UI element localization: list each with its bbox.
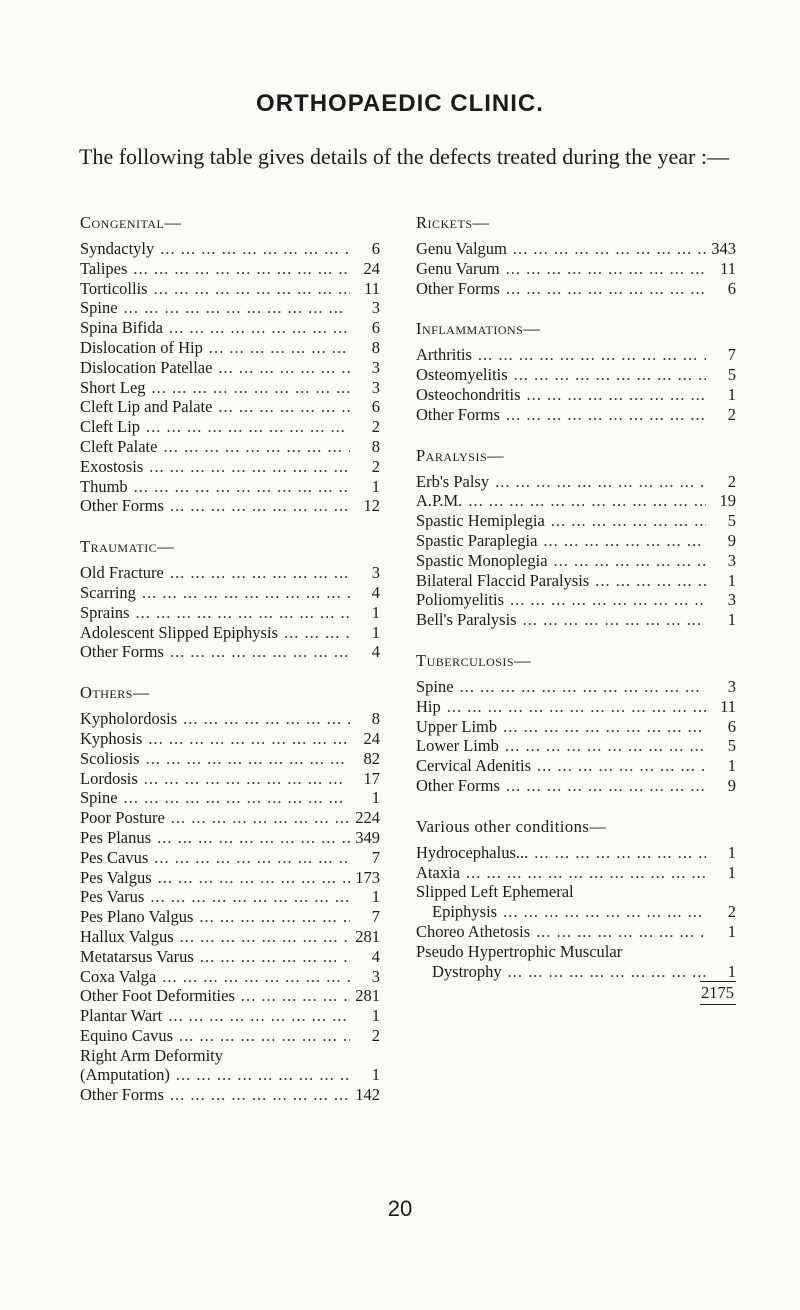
item-label: Pes Planus bbox=[80, 827, 152, 847]
section-rickets bbox=[416, 212, 736, 298]
dot-leader bbox=[152, 868, 350, 888]
list-item bbox=[80, 967, 380, 987]
section-heading: Congenital— bbox=[80, 213, 182, 232]
dot-leader bbox=[142, 729, 350, 749]
item-label: Genu Valgum bbox=[416, 239, 507, 258]
dot-leader bbox=[164, 642, 350, 662]
dot-leader bbox=[517, 610, 706, 630]
item-label: Slipped Left Ephemeral bbox=[416, 882, 574, 902]
dot-leader bbox=[163, 318, 350, 338]
dot-leader bbox=[164, 496, 350, 516]
item-label: Other Foot Deformities bbox=[80, 986, 235, 1006]
item-count: 1 bbox=[371, 788, 380, 808]
item-label: Old Fracture bbox=[80, 563, 164, 583]
intro-paragraph: The following table gives details of the defects treated during the year :— bbox=[79, 144, 729, 169]
item-count: 7 bbox=[371, 907, 380, 927]
item-label: Hip bbox=[416, 696, 441, 716]
item-count: 281 bbox=[355, 926, 380, 946]
item-label: Bilateral Flaccid Paralysis bbox=[416, 570, 590, 590]
list-item bbox=[80, 239, 380, 259]
item-label: Spine bbox=[416, 676, 454, 696]
dot-leader bbox=[545, 511, 706, 531]
list-item bbox=[80, 623, 380, 643]
dot-leader bbox=[460, 863, 706, 883]
item-count: 1 bbox=[727, 842, 736, 862]
list-item bbox=[80, 563, 380, 583]
item-label: Poor Posture bbox=[80, 808, 165, 828]
list-item bbox=[416, 239, 736, 259]
item-label: Osteochondritis bbox=[416, 384, 521, 404]
item-label: Metatarsus Varus bbox=[80, 946, 194, 966]
list-item bbox=[80, 496, 380, 516]
item-label: Ataxia bbox=[416, 862, 460, 882]
dot-leader bbox=[500, 405, 706, 425]
item-count: 3 bbox=[371, 377, 380, 397]
list-item bbox=[416, 882, 736, 902]
item-count: 6 bbox=[371, 239, 380, 258]
dot-leader bbox=[138, 769, 350, 789]
dot-leader bbox=[177, 709, 350, 729]
item-label: Hallux Valgus bbox=[80, 926, 174, 946]
list-item bbox=[416, 922, 736, 942]
list-item bbox=[80, 828, 380, 848]
dot-leader bbox=[235, 986, 350, 1006]
dot-leader bbox=[497, 717, 706, 737]
item-label: Other Forms bbox=[416, 278, 500, 298]
item-count: 2 bbox=[727, 404, 736, 424]
dot-leader bbox=[531, 756, 706, 776]
item-count: 343 bbox=[711, 239, 736, 258]
list-item bbox=[80, 298, 380, 318]
list-item bbox=[416, 472, 736, 492]
section-congenital bbox=[80, 212, 380, 516]
list-item bbox=[416, 590, 736, 610]
dot-leader bbox=[507, 239, 706, 259]
item-count: 82 bbox=[363, 748, 380, 768]
list-item bbox=[416, 962, 736, 982]
item-label: Epiphysis bbox=[432, 902, 498, 922]
list-item bbox=[416, 531, 736, 551]
item-label: Spastic Paraplegia bbox=[416, 530, 538, 550]
list-item bbox=[80, 279, 380, 299]
item-label: Osteomyelitis bbox=[416, 365, 508, 385]
item-label: Choreo Athetosis bbox=[416, 921, 531, 941]
item-label: Cleft Lip bbox=[80, 417, 141, 437]
item-label: Exostosis bbox=[80, 456, 144, 476]
dot-leader bbox=[162, 1006, 350, 1026]
item-label: Right Arm Deformity bbox=[80, 1045, 223, 1065]
dot-leader bbox=[462, 491, 706, 511]
dot-leader bbox=[500, 279, 706, 299]
section-paralysis bbox=[416, 445, 736, 630]
list-item bbox=[80, 1085, 380, 1105]
item-count: 3 bbox=[727, 676, 736, 696]
section-tuberculosis bbox=[416, 650, 736, 796]
item-count: 6 bbox=[727, 278, 736, 298]
section-heading: Traumatic— bbox=[80, 537, 175, 557]
dot-leader bbox=[164, 1085, 350, 1105]
dot-leader bbox=[472, 345, 706, 365]
dot-leader bbox=[500, 776, 706, 796]
item-label: Short Leg bbox=[80, 377, 146, 397]
list-item bbox=[416, 776, 736, 796]
right-column bbox=[416, 212, 736, 1005]
item-count: 1 bbox=[371, 1006, 380, 1026]
item-label: Arthritis bbox=[416, 345, 472, 365]
item-label: Other Forms bbox=[416, 404, 500, 424]
list-item bbox=[80, 642, 380, 662]
list-item bbox=[416, 677, 736, 697]
dot-leader bbox=[156, 967, 350, 987]
item-count: 4 bbox=[371, 582, 380, 602]
section-various bbox=[416, 816, 736, 982]
item-label: Upper Limb bbox=[416, 716, 498, 736]
item-count: 4 bbox=[371, 946, 380, 966]
item-count: 5 bbox=[727, 736, 736, 756]
dot-leader bbox=[193, 907, 350, 927]
item-count: 1 bbox=[371, 602, 380, 622]
dot-leader bbox=[278, 623, 350, 643]
dot-leader bbox=[489, 472, 706, 492]
dot-leader bbox=[173, 1026, 350, 1046]
item-count: 1 bbox=[727, 961, 736, 981]
item-label: (Amputation) bbox=[80, 1065, 170, 1085]
list-item bbox=[80, 709, 380, 729]
item-count: 4 bbox=[371, 642, 380, 662]
list-item bbox=[80, 477, 380, 497]
list-item bbox=[416, 491, 736, 511]
list-item bbox=[416, 610, 736, 630]
item-label: Spastic Monoplegia bbox=[416, 550, 548, 570]
item-count: 1 bbox=[727, 862, 736, 882]
item-count: 1 bbox=[371, 476, 380, 496]
item-count: 224 bbox=[355, 808, 380, 828]
item-count: 6 bbox=[371, 318, 380, 338]
list-item bbox=[416, 571, 736, 591]
list-item bbox=[416, 697, 736, 717]
item-count: 5 bbox=[727, 511, 736, 531]
item-label: Erb's Palsy bbox=[416, 471, 490, 491]
dot-leader bbox=[530, 922, 706, 942]
item-label: Other Forms bbox=[80, 1085, 164, 1105]
dot-leader bbox=[140, 417, 350, 437]
dot-leader bbox=[500, 259, 706, 279]
list-item bbox=[416, 551, 736, 571]
dot-leader bbox=[157, 437, 350, 457]
item-label: Pes Varus bbox=[80, 887, 145, 907]
item-label: Equino Cavus bbox=[80, 1025, 174, 1045]
item-count: 19 bbox=[719, 491, 736, 511]
item-count: 2 bbox=[727, 902, 736, 922]
item-count: 1 bbox=[727, 921, 736, 941]
dot-leader bbox=[194, 947, 350, 967]
dot-leader bbox=[136, 583, 350, 603]
dot-leader bbox=[212, 397, 350, 417]
dot-leader bbox=[548, 551, 706, 571]
item-count: 6 bbox=[727, 716, 736, 736]
list-item bbox=[80, 437, 380, 457]
list-item bbox=[80, 907, 380, 927]
item-count: 24 bbox=[363, 258, 380, 278]
item-label: Pseudo Hypertrophic Muscular bbox=[416, 941, 623, 961]
dot-leader bbox=[454, 677, 706, 697]
list-item bbox=[416, 756, 736, 776]
section-inflammations bbox=[416, 318, 736, 424]
item-count: 5 bbox=[727, 365, 736, 385]
item-label: Dislocation of Hip bbox=[80, 337, 203, 357]
item-count: 8 bbox=[371, 436, 380, 456]
item-count: 8 bbox=[371, 709, 380, 729]
item-count: 2 bbox=[371, 417, 380, 437]
item-label: Cleft Lip and Palate bbox=[80, 397, 213, 417]
dot-leader bbox=[154, 239, 350, 259]
item-label: Cleft Palate bbox=[80, 436, 158, 456]
page-title: ORTHOPAEDIC CLINIC. bbox=[256, 90, 544, 117]
item-label: Poliomyelitis bbox=[416, 590, 505, 610]
item-label: Cervical Adenitis bbox=[416, 756, 532, 776]
item-count: 3 bbox=[371, 966, 380, 986]
item-count: 3 bbox=[727, 590, 736, 610]
item-count: 12 bbox=[363, 496, 380, 516]
list-item bbox=[416, 511, 736, 531]
left-column bbox=[80, 212, 380, 1125]
item-count: 7 bbox=[727, 345, 736, 365]
page-number: 20 bbox=[387, 1196, 413, 1221]
item-count: 2 bbox=[371, 456, 380, 476]
list-item bbox=[80, 358, 380, 378]
list-item bbox=[80, 259, 380, 279]
item-label: Sprains bbox=[80, 602, 130, 622]
dot-leader bbox=[502, 962, 706, 982]
item-label: Pes Cavus bbox=[80, 847, 149, 867]
item-count: 17 bbox=[363, 768, 380, 788]
item-label: Torticollis bbox=[80, 278, 148, 298]
item-count: 1 bbox=[371, 622, 380, 642]
dot-leader bbox=[203, 338, 350, 358]
item-label: Genu Varum bbox=[416, 258, 500, 278]
item-label: Thumb bbox=[80, 476, 128, 496]
item-label: Coxa Valga bbox=[80, 966, 157, 986]
list-item bbox=[80, 986, 380, 1006]
list-item bbox=[80, 318, 380, 338]
item-label: Spine bbox=[80, 788, 118, 808]
list-item bbox=[416, 843, 736, 863]
item-label: Scarring bbox=[80, 582, 136, 602]
grand-total: 2175 bbox=[701, 983, 734, 1003]
item-count: 1 bbox=[727, 610, 736, 630]
list-item bbox=[416, 365, 736, 385]
list-item bbox=[80, 887, 380, 907]
section-heading: Rickets— bbox=[416, 213, 490, 232]
list-item bbox=[80, 378, 380, 398]
list-item bbox=[416, 259, 736, 279]
item-label: Kyphosis bbox=[80, 728, 143, 748]
item-count: 173 bbox=[355, 867, 380, 887]
dot-leader bbox=[164, 563, 350, 583]
item-label: Other Forms bbox=[80, 642, 164, 662]
list-item bbox=[80, 749, 380, 769]
dot-leader bbox=[212, 358, 350, 378]
item-count: 3 bbox=[371, 298, 380, 318]
list-item bbox=[416, 385, 736, 405]
dot-leader bbox=[165, 808, 350, 828]
item-count: 281 bbox=[355, 986, 380, 1006]
item-count: 2 bbox=[727, 471, 736, 491]
item-count: 11 bbox=[720, 696, 736, 716]
dot-leader bbox=[148, 848, 350, 868]
list-item bbox=[80, 603, 380, 623]
dot-leader bbox=[118, 788, 350, 808]
item-count: 6 bbox=[371, 397, 380, 417]
dot-leader bbox=[140, 749, 350, 769]
item-count: 11 bbox=[364, 278, 380, 298]
list-item bbox=[80, 868, 380, 888]
item-label: Other Forms bbox=[80, 496, 164, 516]
dot-leader bbox=[499, 736, 706, 756]
item-count: 3 bbox=[371, 357, 380, 377]
item-label: Spine bbox=[80, 298, 118, 318]
list-item bbox=[80, 1046, 380, 1066]
list-item bbox=[80, 583, 380, 603]
list-item bbox=[80, 417, 380, 437]
item-count: 7 bbox=[371, 847, 380, 867]
section-others bbox=[80, 682, 380, 1105]
list-item bbox=[80, 1026, 380, 1046]
section-heading: Paralysis— bbox=[416, 445, 505, 465]
item-label: A.P.M. bbox=[416, 491, 463, 511]
list-item bbox=[416, 863, 736, 883]
dot-leader bbox=[170, 1065, 350, 1085]
item-count: 3 bbox=[727, 550, 736, 570]
list-item bbox=[80, 848, 380, 868]
item-label: Pes Valgus bbox=[80, 867, 152, 887]
dot-leader bbox=[508, 365, 706, 385]
item-count: 3 bbox=[371, 563, 380, 583]
list-item bbox=[416, 345, 736, 365]
item-count: 349 bbox=[355, 827, 380, 847]
item-count: 24 bbox=[363, 728, 380, 748]
item-count: 1 bbox=[727, 756, 736, 776]
dot-leader bbox=[146, 378, 350, 398]
item-count: 142 bbox=[355, 1085, 380, 1105]
item-count: 1 bbox=[727, 384, 736, 404]
item-label: Spastic Hemiplegia bbox=[416, 511, 545, 531]
list-item bbox=[80, 397, 380, 417]
item-count: 1 bbox=[371, 1065, 380, 1085]
section-heading: Various other conditions— bbox=[416, 816, 607, 836]
item-label: Lordosis bbox=[80, 768, 138, 788]
item-label: Plantar Wart bbox=[80, 1006, 163, 1026]
dot-leader bbox=[144, 887, 350, 907]
list-item bbox=[80, 338, 380, 358]
dot-leader bbox=[151, 828, 350, 848]
list-item bbox=[80, 947, 380, 967]
list-item bbox=[80, 1065, 380, 1085]
item-count: 2 bbox=[371, 1025, 380, 1045]
dot-leader bbox=[148, 279, 350, 299]
item-count: 9 bbox=[727, 775, 736, 795]
item-label: Dislocation Patellae bbox=[80, 357, 213, 377]
list-item bbox=[416, 717, 736, 737]
item-label: Scoliosis bbox=[80, 748, 140, 768]
item-count: 1 bbox=[371, 887, 380, 907]
section-heading: Inflammations— bbox=[416, 319, 541, 339]
dot-leader bbox=[537, 531, 706, 551]
list-item bbox=[80, 788, 380, 808]
list-item bbox=[80, 769, 380, 789]
dot-leader bbox=[128, 477, 350, 497]
dot-leader bbox=[441, 697, 706, 717]
item-label: Syndactyly bbox=[80, 239, 155, 258]
section-traumatic bbox=[80, 536, 380, 662]
dot-leader bbox=[528, 843, 706, 863]
item-count: 1 bbox=[727, 570, 736, 590]
total-rule-bottom bbox=[700, 1004, 736, 1005]
list-item bbox=[416, 736, 736, 756]
dot-leader bbox=[130, 603, 351, 623]
list-item bbox=[80, 927, 380, 947]
list-item bbox=[416, 902, 736, 922]
item-count: 8 bbox=[371, 337, 380, 357]
list-item bbox=[80, 1006, 380, 1026]
list-item bbox=[416, 405, 736, 425]
item-label: Other Forms bbox=[416, 775, 500, 795]
item-label: Adolescent Slipped Epiphysis bbox=[80, 622, 278, 642]
dot-leader bbox=[174, 927, 350, 947]
section-heading: Others— bbox=[80, 683, 150, 703]
item-label: Pes Plano Valgus bbox=[80, 907, 194, 927]
list-item bbox=[80, 457, 380, 477]
list-item bbox=[416, 942, 736, 962]
dot-leader bbox=[143, 457, 350, 477]
list-item bbox=[416, 279, 736, 299]
dot-leader bbox=[504, 590, 706, 610]
item-label: Lower Limb bbox=[416, 736, 499, 756]
list-item bbox=[80, 808, 380, 828]
item-label: Dystrophy bbox=[432, 961, 502, 981]
item-count: 11 bbox=[720, 258, 736, 278]
item-label: Talipes bbox=[80, 258, 128, 278]
list-item bbox=[80, 729, 380, 749]
item-count: 9 bbox=[727, 530, 736, 550]
dot-leader bbox=[521, 385, 707, 405]
dot-leader bbox=[497, 902, 706, 922]
dot-leader bbox=[127, 259, 350, 279]
item-label: Kypholordosis bbox=[80, 709, 178, 729]
item-label: Spina Bifida bbox=[80, 318, 163, 338]
dot-leader bbox=[118, 298, 350, 318]
item-label: Bell's Paralysis bbox=[416, 610, 517, 630]
section-heading: Tuberculosis— bbox=[416, 650, 532, 670]
dot-leader bbox=[589, 571, 706, 591]
item-label: Hydrocephalus... bbox=[416, 842, 529, 862]
